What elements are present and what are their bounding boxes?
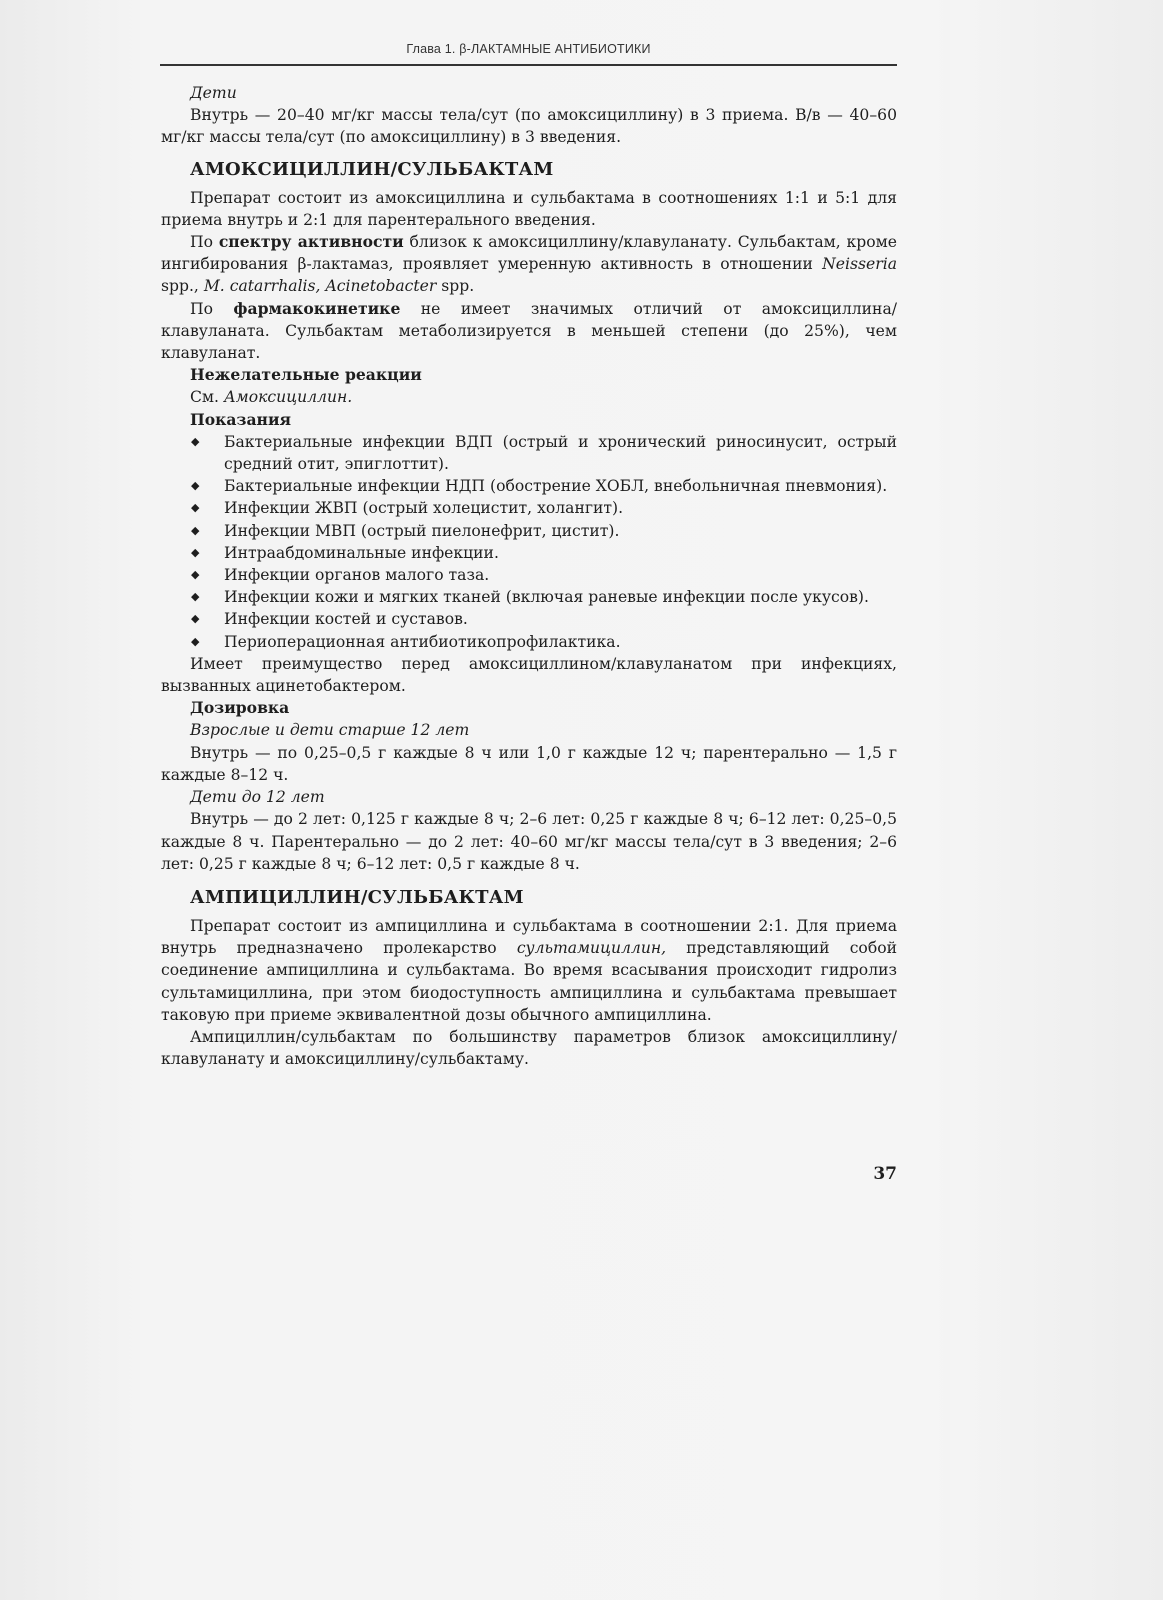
section-title-amoxicillin-sulbactam: АМОКСИЦИЛЛИН/СУЛЬБАКТАМ <box>190 158 554 180</box>
catarrhalis-acinetobacter-names: M. catarrhalis, Acinetobacter <box>203 277 437 296</box>
paragraph-ampicillin-composition: Препарат состоит из ампициллина и сульбактама в соотношении 2:1. Для приема внутрь предназначено пролекарство сультамициллин, представляющий собой соединение ампициллина и сульбактама. Во время всасывания происходит гидролиз сультамициллина, при этом биодоступность ампициллина и сульбактама превышает таковую при приеме эквивалентной дозы обычного ампициллина. <box>161 916 897 1024</box>
adults-dosage-text: Внутрь — по 0,25–0,5 г каждые 8 ч или 1,0 г каждые 12 ч; парентерально — 1,5 г каждые 8–12 ч. <box>161 743 897 784</box>
bullet-icon: ◆ <box>191 590 200 604</box>
bullet-icon: ◆ <box>191 479 200 493</box>
indications-heading: Показания <box>190 409 292 429</box>
page-number: 37 <box>873 1164 897 1184</box>
list-item: ◆ Инфекции МВП (острый пиелонефрит, цистит). <box>190 520 897 542</box>
children-heading: Дети <box>190 84 237 102</box>
neisseria-name: Neisseria <box>822 255 897 274</box>
list-item: ◆ Интраабдоминальные инфекции. <box>190 542 897 564</box>
adverse-reactions-text: См. Амоксициллин. <box>190 388 353 407</box>
kids-dosage-text: Внутрь — до 2 лет: 0,125 г каждые 8 ч; 2–6 лет: 0,25 г каждые 8 ч; 6–12 лет: 0,25–0,5 каждые 8 ч. Парентерально — до 2 лет: 40–60 мг/кг массы тела/сут в 3 введения; 2–6 лет: 0,25 г каждые 8 ч; 6–12 лет: 0,5 г каждые 8 ч. <box>161 810 897 873</box>
page-content <box>161 82 897 1070</box>
dosage-heading: Дозировка <box>190 698 290 718</box>
running-header: Глава 1. β-ЛАКТАМНЫЕ АНТИБИОТИКИ <box>160 42 897 66</box>
adverse-reference: Амоксициллин. <box>223 388 353 407</box>
bullet-icon: ◆ <box>191 501 200 515</box>
bullet-icon: ◆ <box>191 545 200 559</box>
list-item: ◆ Периоперационная антибиотикопрофилактика. <box>190 631 897 653</box>
section-title-ampicillin-sulbactam: АМПИЦИЛЛИН/СУЛЬБАКТАМ <box>190 886 524 908</box>
paragraph-composition: Препарат состоит из амоксициллина и сульбактама в соотношениях 1:1 и 5:1 для приема внутрь и 2:1 для парентерального введения. <box>161 188 897 229</box>
paragraph-ampicillin-similarity: Ампициллин/сульбактам по большинству параметров близок амоксициллину/клавуланату и амоксициллину/сульбактаму. <box>161 1027 897 1069</box>
bullet-icon: ◆ <box>191 612 200 626</box>
paragraph-pharmacokinetics: По фармакокинетике не имеет значимых отличий от амоксициллина/клавуланата. Сульбактам метаболизируется в меньшей степени (до 25%), чем клавуланат. <box>161 298 897 363</box>
spectrum-term: спектру активности <box>218 232 404 252</box>
list-item: ◆ Инфекции кожи и мягких тканей (включая раневые инфекции после укусов). <box>190 586 897 608</box>
children-dosage-text: Внутрь — 20–40 мг/кг массы тела/сут (по амоксициллину) в 3 приема. В/в — 40–60 мг/кг массы тела/сут (по амоксициллину) в 3 введения. <box>161 106 897 147</box>
bullet-icon: ◆ <box>191 434 200 448</box>
sultamicillin-term: сультамициллин, <box>516 939 667 958</box>
bullet-icon: ◆ <box>191 568 200 582</box>
pharmacokinetics-term: фармакокинетике <box>233 298 401 318</box>
kids-heading: Дети до 12 лет <box>190 788 325 807</box>
list-item: ◆ Бактериальные инфекции НДП (обострение ХОБЛ, внебольничная пневмония). <box>190 475 897 497</box>
list-item: ◆ Инфекции ЖВП (острый холецистит, холангит). <box>190 497 897 519</box>
indications-list <box>161 431 897 653</box>
bullet-icon: ◆ <box>191 634 200 648</box>
advantage-text: Имеет преимущество перед амоксициллином/клавуланатом при инфекциях, вызванных ацинетобактером. <box>161 654 897 696</box>
list-item: ◆ Бактериальные инфекции ВДП (острый и хронический риносинусит, острый средний отит, эпиглоттит). <box>191 432 897 474</box>
list-item: ◆ Инфекции костей и суставов. <box>190 608 897 630</box>
adverse-reactions-heading: Нежелательные реакции <box>190 365 422 385</box>
paragraph-spectrum: По спектру активности близок к амоксициллину/клавуланату. Сульбактам, кроме ингибирования β-лактамаз, проявляет умеренную активность в отношении Neisseria spp., M. catarrhalis, Acinetobacter spp. <box>161 232 897 296</box>
bullet-icon: ◆ <box>191 523 200 537</box>
adults-heading: Взрослые и дети старше 12 лет <box>190 721 470 740</box>
list-item: ◆ Инфекции органов малого таза. <box>190 564 897 586</box>
